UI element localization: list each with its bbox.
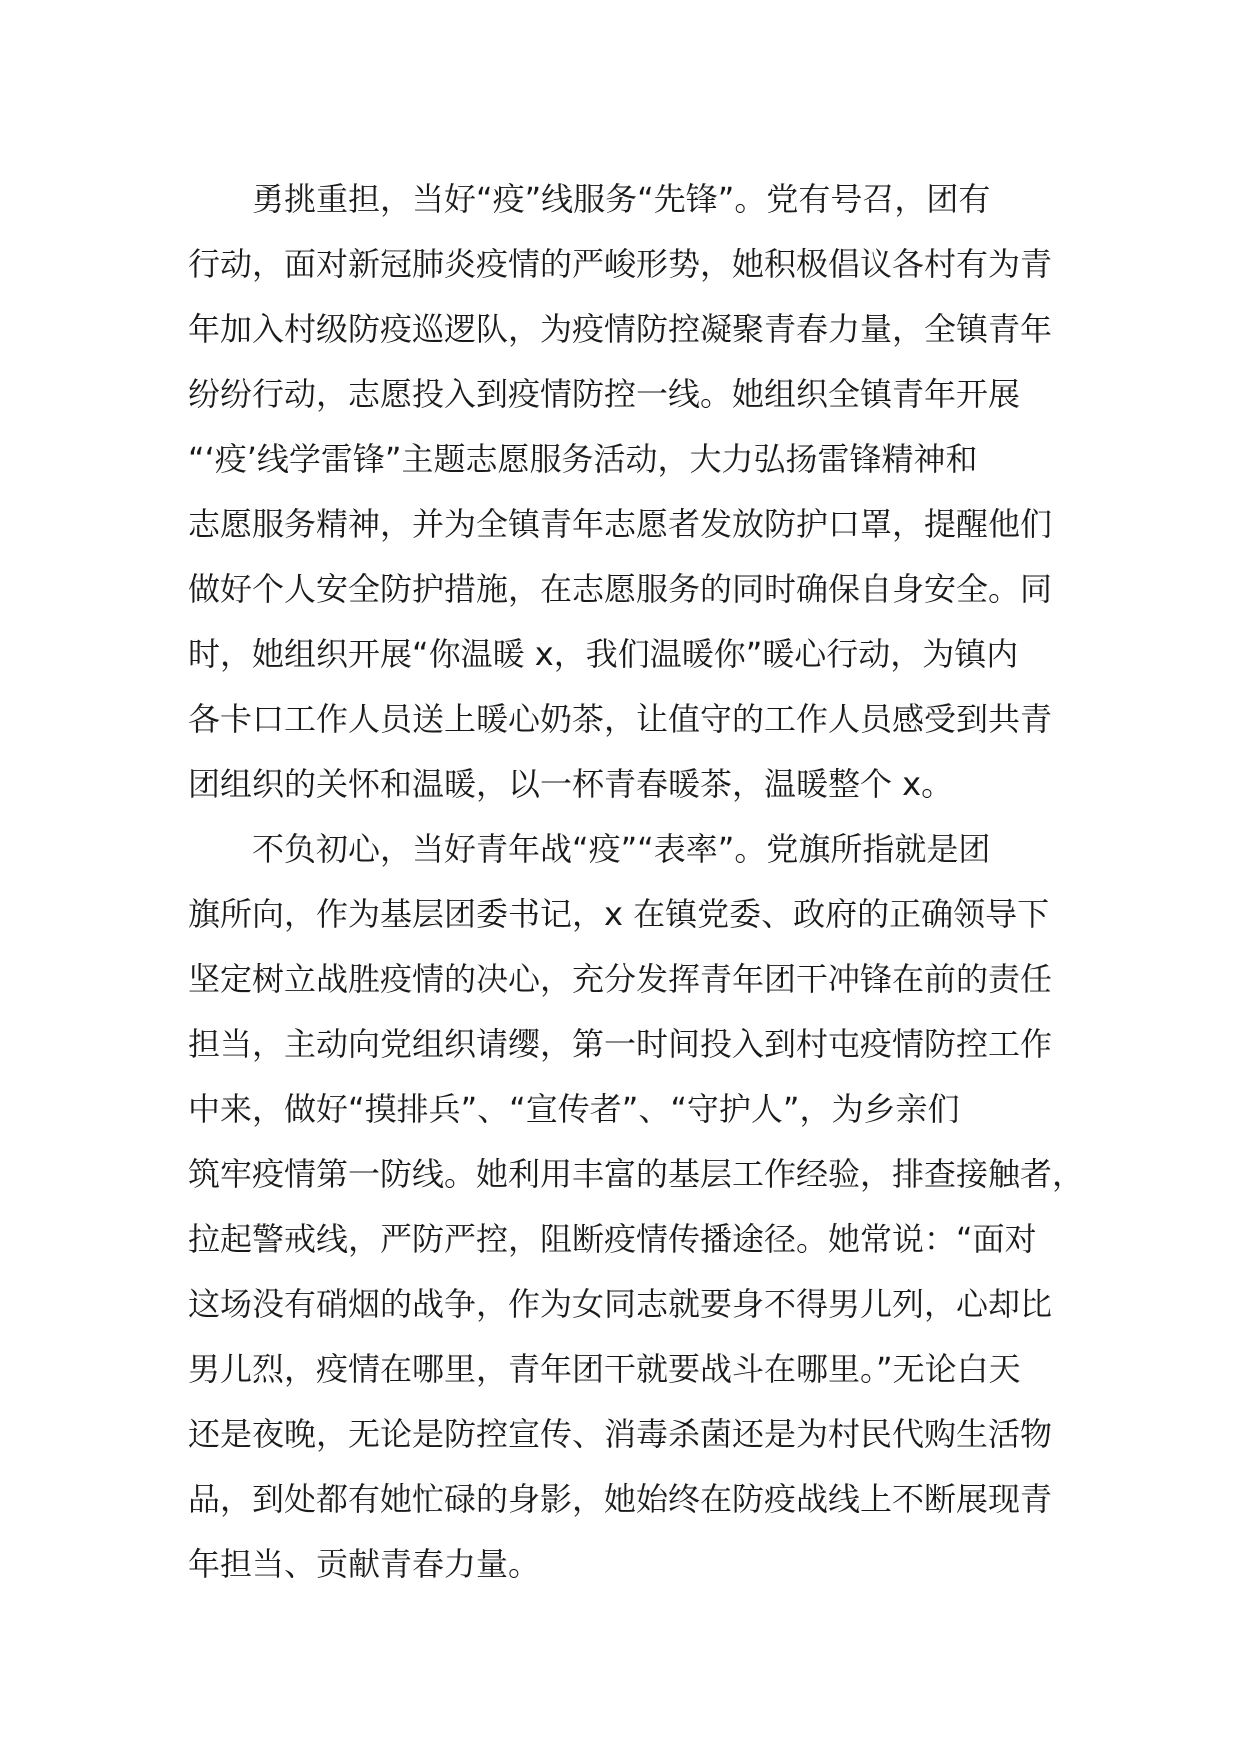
text-line: 男儿烈，疫情在哪里，青年团干就要战斗在哪里。”无论白天	[188, 1350, 1021, 1388]
text-line: 年担当、贡献青春力量。	[188, 1545, 541, 1583]
text-line: 时，她组织开展“你温暖 x，我们温暖你”暖心行动，为镇内	[188, 635, 1019, 673]
text-line: 拉起警戒线，严防严控，阻断疫情传播途径。她常说：“面对	[188, 1220, 1037, 1258]
text-line: 各卡口工作人员送上暖心奶茶，让值守的工作人员感受到共青	[188, 700, 1053, 738]
text-line: 品，到处都有她忙碌的身影，她始终在防疫战线上不断展现青	[188, 1480, 1053, 1518]
text-line: 筑牢疫情第一防线。她利用丰富的基层工作经验，排查接触者，	[188, 1155, 1085, 1193]
text-line: 坚定树立战胜疫情的决心，充分发挥青年团干冲锋在前的责任	[188, 960, 1053, 998]
text-line: 旗所向，作为基层团委书记，x 在镇党委、政府的正确领导下	[188, 895, 1050, 933]
text-line: 团组织的关怀和温暖，以一杯青春暖茶，温暖整个 x。	[188, 765, 954, 803]
text-line: 做好个人安全防护措施，在志愿服务的同时确保自身安全。同	[188, 570, 1053, 608]
text-line: 纷纷行动，志愿投入到疫情防控一线。她组织全镇青年开展	[188, 375, 1021, 413]
text-line: 担当，主动向党组织请缨，第一时间投入到村屯疫情防控工作	[188, 1025, 1053, 1063]
text-line: 志愿服务精神，并为全镇青年志愿者发放防护口罩，提醒他们	[188, 505, 1053, 543]
text-line: 勇挑重担，当好“疫”线服务“先锋”。党有号召，团有	[252, 180, 991, 218]
text-line: 这场没有硝烟的战争，作为女同志就要身不得男儿列，心却比	[188, 1285, 1053, 1323]
paragraph-2	[188, 817, 1085, 1597]
document-body	[188, 167, 1085, 1597]
text-line: 行动，面对新冠肺炎疫情的严峻形势，她积极倡议各村有为青	[188, 245, 1053, 283]
text-line: 年加入村级防疫巡逻队，为疫情防控凝聚青春力量，全镇青年	[188, 310, 1053, 348]
text-line: 不负初心，当好青年战“疫”“表率”。党旗所指就是团	[252, 830, 991, 868]
text-line: 中来，做好“摸排兵”、“宣传者”、“守护人”，为乡亲们	[188, 1090, 960, 1128]
paragraph-1	[188, 167, 1068, 817]
text-line: 还是夜晚，无论是防控宣传、消毒杀菌还是为村民代购生活物	[188, 1415, 1053, 1453]
text-line: “‘疫’线学雷锋”主题志愿服务活动，大力弘扬雷锋精神和	[188, 440, 978, 478]
